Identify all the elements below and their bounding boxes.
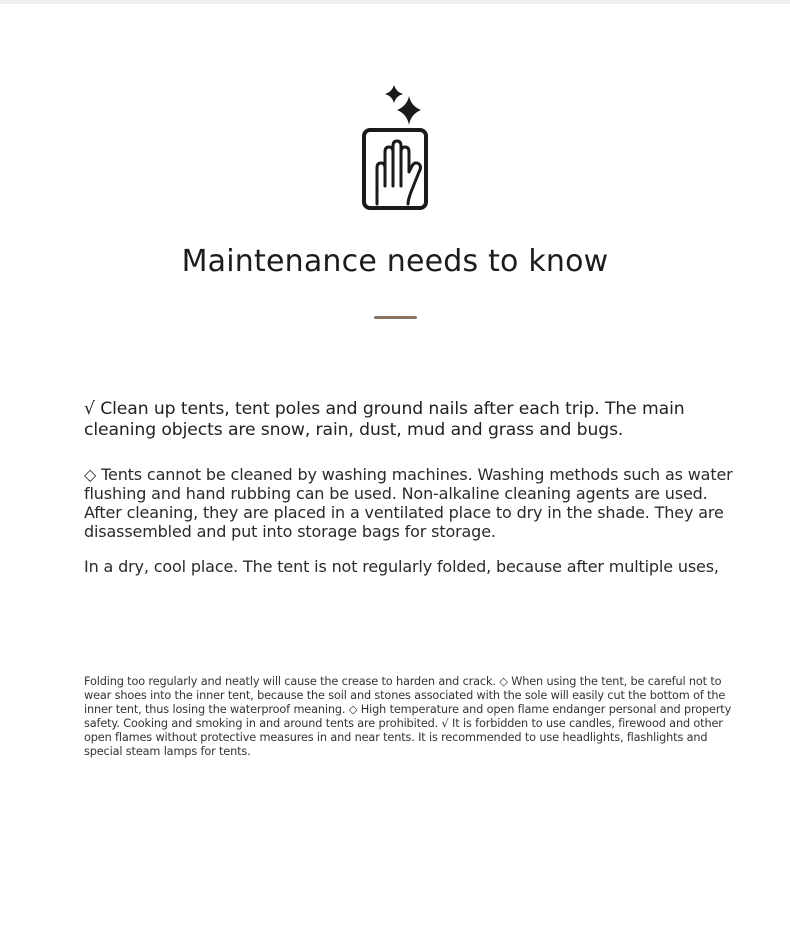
sparkle-large-icon <box>397 96 421 125</box>
title-divider <box>374 316 417 319</box>
top-divider <box>0 0 790 4</box>
paragraph-cleanup: √ Clean up tents, tent poles and ground nails after each trip. The main cleaning objects are snow, rain, dust, mud and grass and bugs. <box>84 399 685 440</box>
paragraph-washing: ◇ Tents cannot be cleaned by washing machines. Washing methods such as water flushing and hand rubbing can be used. Non-alkaline cleaning agents are used. After cleaning, they are placed in a ventilated place to dry in the shade. They are disassembled and put into storage bags for storage. <box>84 465 733 541</box>
sparkle-small-icon <box>385 85 403 103</box>
paragraph-storage: In a dry, cool place. The tent is not regularly folded, because after multiple uses, <box>84 557 719 576</box>
cleaning-hand-icon <box>355 80 435 215</box>
page-title: Maintenance needs to know <box>181 244 609 279</box>
paragraph-safety: Folding too regularly and neatly will cause the crease to harden and crack. ◇ When using the tent, be careful not to wear shoes into the inner tent, because the soil and stones associated with the sole will easily cut the bottom of the inner tent, thus losing the waterproof meaning. ◇ High temperature and open flame endanger personal and property safety. Cooking and smoking in and around tents are prohibited. √ It is forbidden to use candles, firewood and other open flames without protective measures in and near tents. It is recommended to use headlights, flashlights and special steam lamps for tents. <box>84 675 732 758</box>
